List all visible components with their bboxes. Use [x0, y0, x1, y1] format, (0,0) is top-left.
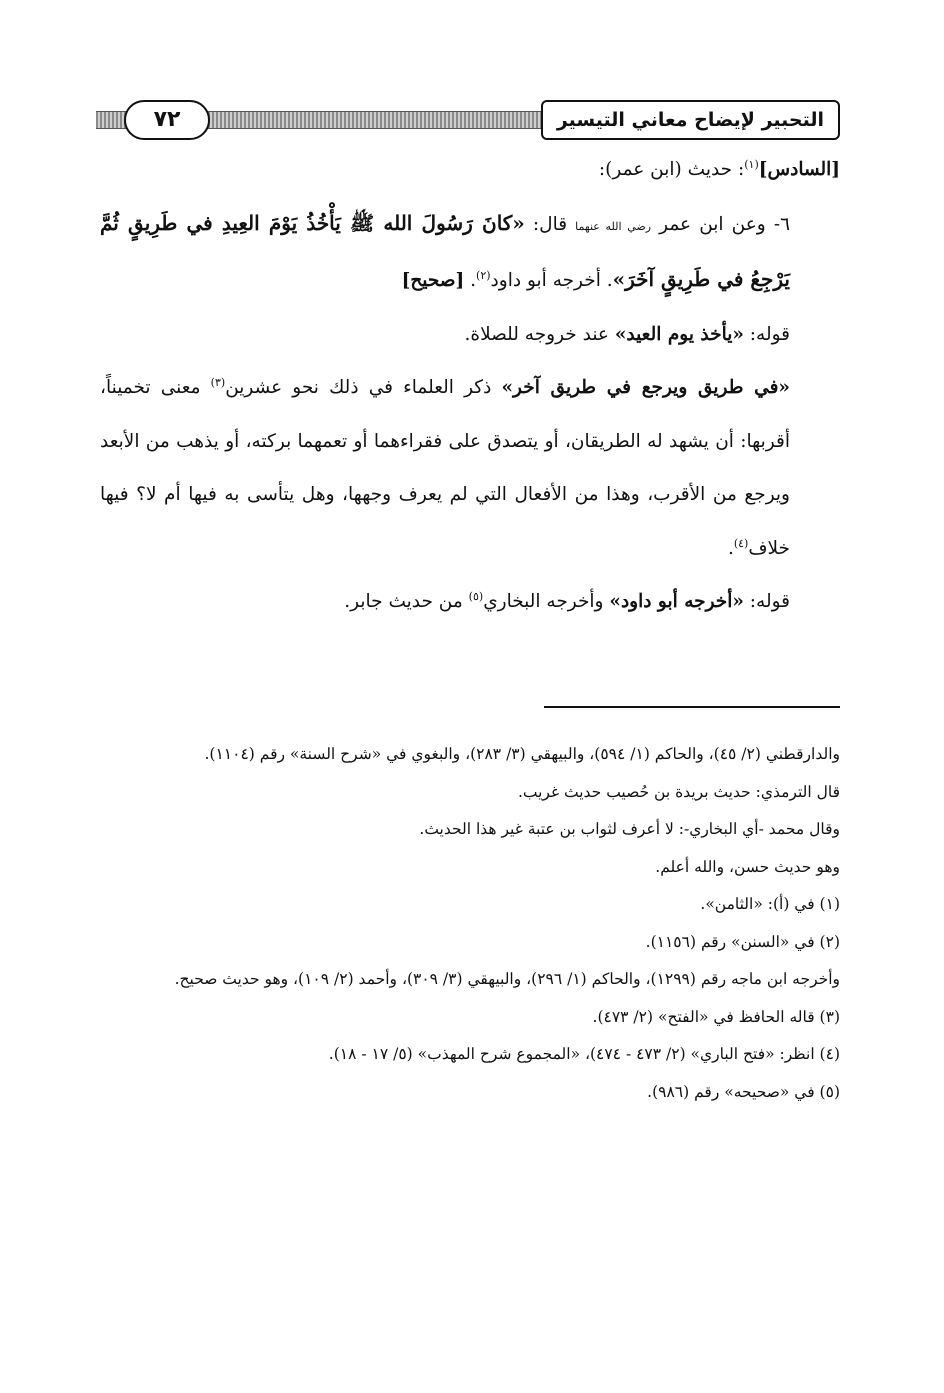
- footnote-line: والدارقطني (٢/ ٤٥)، والحاكم (١/ ٥٩٤)، والبيهقي (٣/ ٢٨٣)، والبغوي في «شرح السنة» رقم (١١٠٤).: [204, 745, 840, 763]
- section-label: [السادس]: [758, 159, 840, 180]
- footnote-line: (٢) في «السنن» رقم (١١٥٦).: [645, 932, 840, 951]
- comment-text: من حديث جابر.: [344, 591, 469, 612]
- comment-paragraph: [100, 575, 840, 629]
- footnote-ref: (٥): [468, 589, 484, 603]
- footnote-separator: [544, 706, 840, 708]
- footnote-line: وهو حديث حسن، والله أعلم.: [655, 857, 840, 876]
- footnote-line: (١) في (أ): «الثامن».: [700, 895, 840, 913]
- footnote-ref: (٣): [210, 375, 226, 389]
- footnote-line: (٤) انظر: «فتح الباري» (٢/ ٤٧٣ - ٤٧٤)، «المجموع شرح المهذب» (٥/ ١٧ - ١٨).: [328, 1045, 840, 1063]
- comment-text: وأخرجه البخاري: [483, 591, 610, 612]
- running-header: [96, 100, 840, 142]
- comment-text: ذكر العلماء في ذلك نحو عشرين: [225, 377, 502, 398]
- footnote-line: (٥) في «صحيحه» رقم (٩٨٦).: [647, 1082, 840, 1101]
- footnotes: [100, 736, 840, 1111]
- book-title: التحبير لإيضاح معاني التيسير: [541, 100, 840, 140]
- comment-text: عند خروجه للصلاة.: [464, 323, 615, 345]
- footnote-ref: (١): [744, 157, 759, 171]
- comment-paragraph: [100, 308, 840, 362]
- hadith-source: . أخرجه أبو داود: [490, 270, 613, 291]
- main-text: [100, 143, 840, 629]
- hadith-dot: .: [464, 270, 477, 291]
- hadith-grade: [صحيح]: [401, 270, 465, 291]
- comment-quote: «أخرجه أبو داود»: [609, 591, 744, 612]
- footnote-line: (٣) قاله الحافظ في «الفتح» (٢/ ٤٧٣).: [592, 1007, 840, 1026]
- hadith-paragraph: [100, 197, 840, 308]
- comment-prefix: قوله:: [743, 591, 790, 612]
- page-number: ٧٢: [124, 100, 210, 140]
- comment-quote: «في طريق ويرجع في طريق آخر»: [501, 377, 790, 398]
- comment-paragraph: [100, 361, 840, 575]
- comment-end: .: [727, 537, 734, 559]
- section-heading-text: : حديث (ابن عمر):: [598, 159, 745, 180]
- section-heading: [100, 143, 840, 197]
- honorific-glyph: رضي الله عنهما: [575, 219, 652, 233]
- footnote-line: قال الترمذي: حديث بريدة بن حُصيب حديث غريب.: [517, 782, 840, 801]
- comment-prefix: قوله:: [743, 323, 790, 345]
- hadith-said: قال:: [524, 213, 576, 235]
- footnote-line: وقال محمد -أي البخاري-: لا أعرف لثواب بن عتبة غير هذا الحديث.: [419, 820, 840, 838]
- hadith-intro: ٦- وعن ابن عمر: [659, 213, 791, 235]
- hadith-text: «كانَ رَسُولَ الله ﷺ يَأْخُذُ يَوْمَ العِيدِ في طَرِيقٍ ثُمَّ يَرْجِعُ في طَرِيقٍ آخَرَ»: [100, 210, 790, 291]
- footnote-ref: (٢): [476, 268, 491, 282]
- footnote-ref: (٤): [733, 536, 749, 550]
- comment-quote: «يأخذ يوم العيد»: [614, 323, 744, 345]
- comment-text: معنى تخميناً، أقربها: أن يشهد له الطريقان، أو يتصدق على فقراءهما أو تعمهما بركته، أو يذهب من الأبعد ويرجع من الأقرب، وهذا من الأفعال التي لم يعرف وجهها، وهل يتأسى به فيها أم لا؟ فيها خلاف: [100, 377, 790, 559]
- footnote-line: وأخرجه ابن ماجه رقم (١٢٩٩)، والحاكم (١/ ٢٩٦)، والبيهقي (٣/ ٣٠٩)، وأحمد (٢/ ١٠٩)، وهو حديث صحيح.: [174, 970, 840, 988]
